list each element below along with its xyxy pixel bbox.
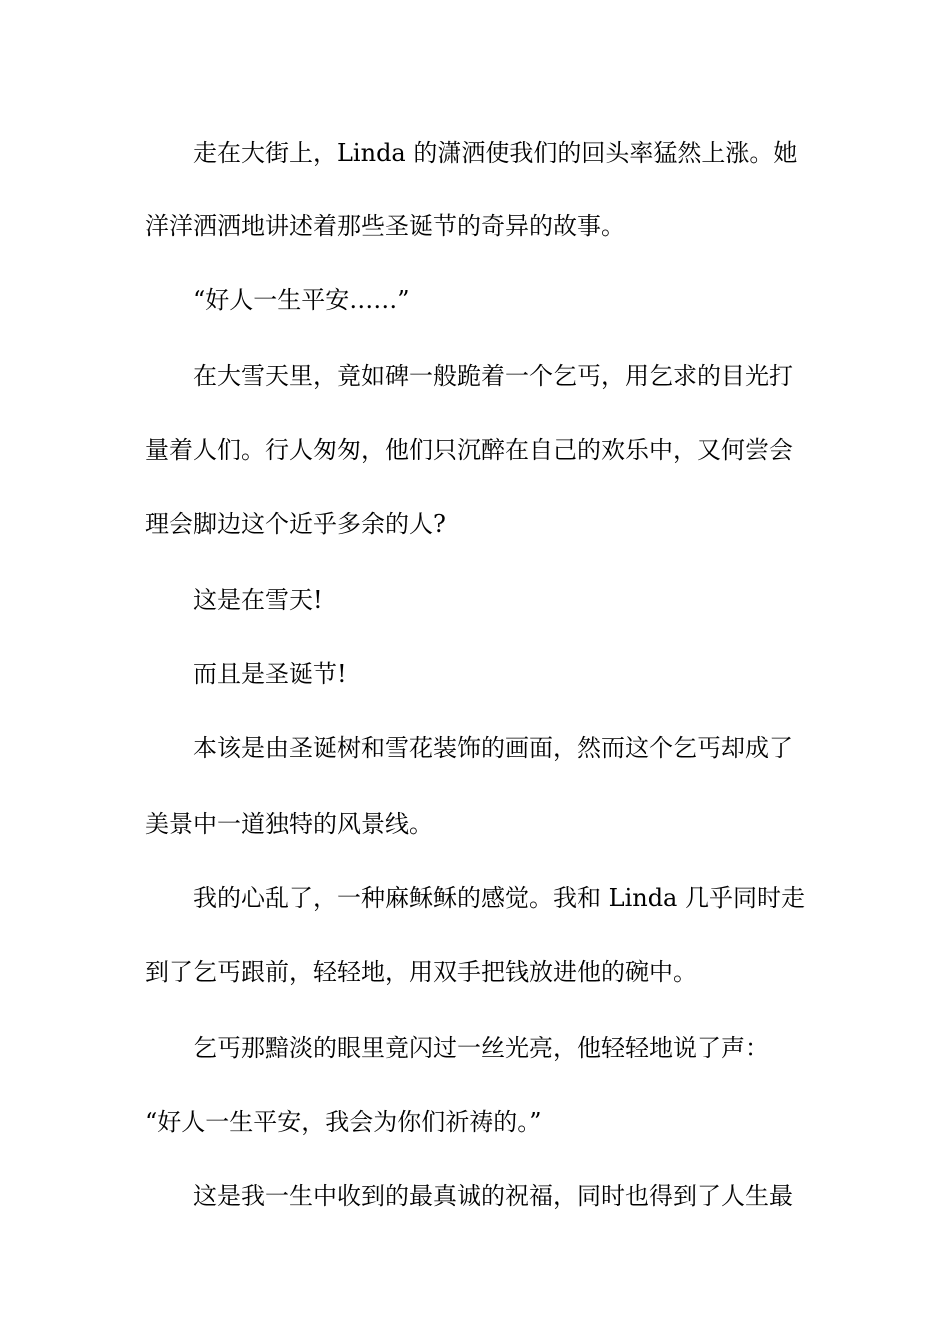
text-line: 本该是由圣诞树和雪花装饰的画面，然而这个乞丐却成了 <box>193 734 793 762</box>
text-line: “好人一生平安……” <box>193 286 410 314</box>
text-line: 在大雪天里，竟如碑一般跪着一个乞丐，用乞求的目光打 <box>193 362 793 390</box>
text-line: 理会脚边这个近乎多余的人? <box>145 510 446 538</box>
text-line: “好人一生平安，我会为你们祈祷的。” <box>145 1108 542 1136</box>
text-line: 到了乞丐跟前，轻轻地，用双手把钱放进他的碗中。 <box>145 958 697 986</box>
text-line: 走在大街上，Linda 的潇洒使我们的回头率猛然上涨。她 <box>193 139 798 167</box>
text-line: 乞丐那黯淡的眼里竟闪过一丝光亮，他轻轻地说了声： <box>193 1034 769 1062</box>
text-line: 这是在雪天! <box>193 586 323 614</box>
text-line: 量着人们。行人匆匆，他们只沉醉在自己的欢乐中，又何尝会 <box>145 436 793 464</box>
text-line: 而且是圣诞节! <box>193 660 347 688</box>
text-line: 洋洋洒洒地讲述着那些圣诞节的奇异的故事。 <box>145 212 625 240</box>
text-line: 我的心乱了，一种麻稣稣的感觉。我和 Linda 几乎同时走 <box>193 884 805 912</box>
text-line: 这是我一生中收到的最真诚的祝福，同时也得到了人生最 <box>193 1182 793 1210</box>
text-line: 美景中一道独特的风景线。 <box>145 810 433 838</box>
